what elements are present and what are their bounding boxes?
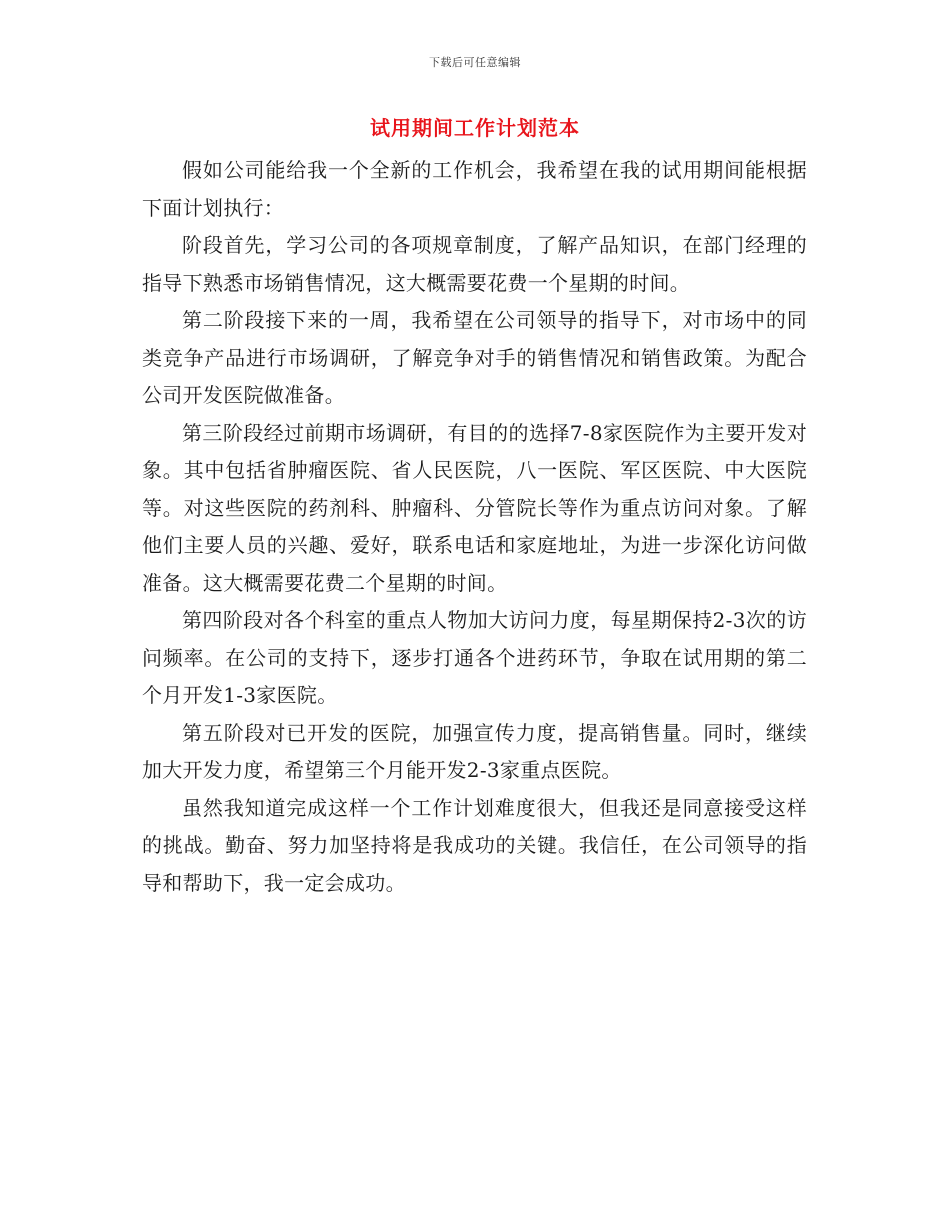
document-title: 试用期间工作计划范本	[370, 116, 580, 140]
paragraph-conclusion: 虽然我知道完成这样一个工作计划难度很大，但我还是同意接受这样的挑战。勤奋、努力加坚持将是我成功的关键。我信任，在公司领导的指导和帮助下，我一定会成功。	[142, 795, 807, 895]
paragraph-stage-1: 阶段首先，学习公司的各项规章制度，了解产品知识，在部门经理的指导下熟悉市场销售情况，这大概需要花费一个星期的时间。	[142, 233, 807, 295]
document-body	[142, 152, 807, 902]
paragraph-intro: 假如公司能给我一个全新的工作机会，我希望在我的试用期间能根据下面计划执行：	[142, 158, 807, 220]
paragraph-stage-2: 第二阶段接下来的一周，我希望在公司领导的指导下，对市场中的同类竞争产品进行市场调研，了解竞争对手的销售情况和销售政策。为配合公司开发医院做准备。	[142, 308, 807, 407]
paragraph-stage-3: 第三阶段经过前期市场调研，有目的的选择7-8家医院作为主要开发对象。其中包括省肿瘤医院、省人民医院，八一医院、军区医院、中大医院等。对这些医院的药剂科、肿瘤科、分管院长等作为重点访问对象。了解他们主要人员的兴趣、爱好，联系电话和家庭地址，为进一步深化访问做准备。这大概需要花费二个星期的时间。	[142, 420, 807, 595]
header-note: 下载后可任意编辑	[429, 56, 521, 69]
paragraph-stage-5: 第五阶段对已开发的医院，加强宣传力度，提高销售量。同时，继续加大开发力度，希望第三个月能开发2-3家重点医院。	[142, 720, 807, 782]
paragraph-stage-4: 第四阶段对各个科室的重点人物加大访问力度，每星期保持2-3次的访问频率。在公司的支持下，逐步打通各个进药环节，争取在试用期的第二个月开发1-3家医院。	[142, 608, 807, 707]
